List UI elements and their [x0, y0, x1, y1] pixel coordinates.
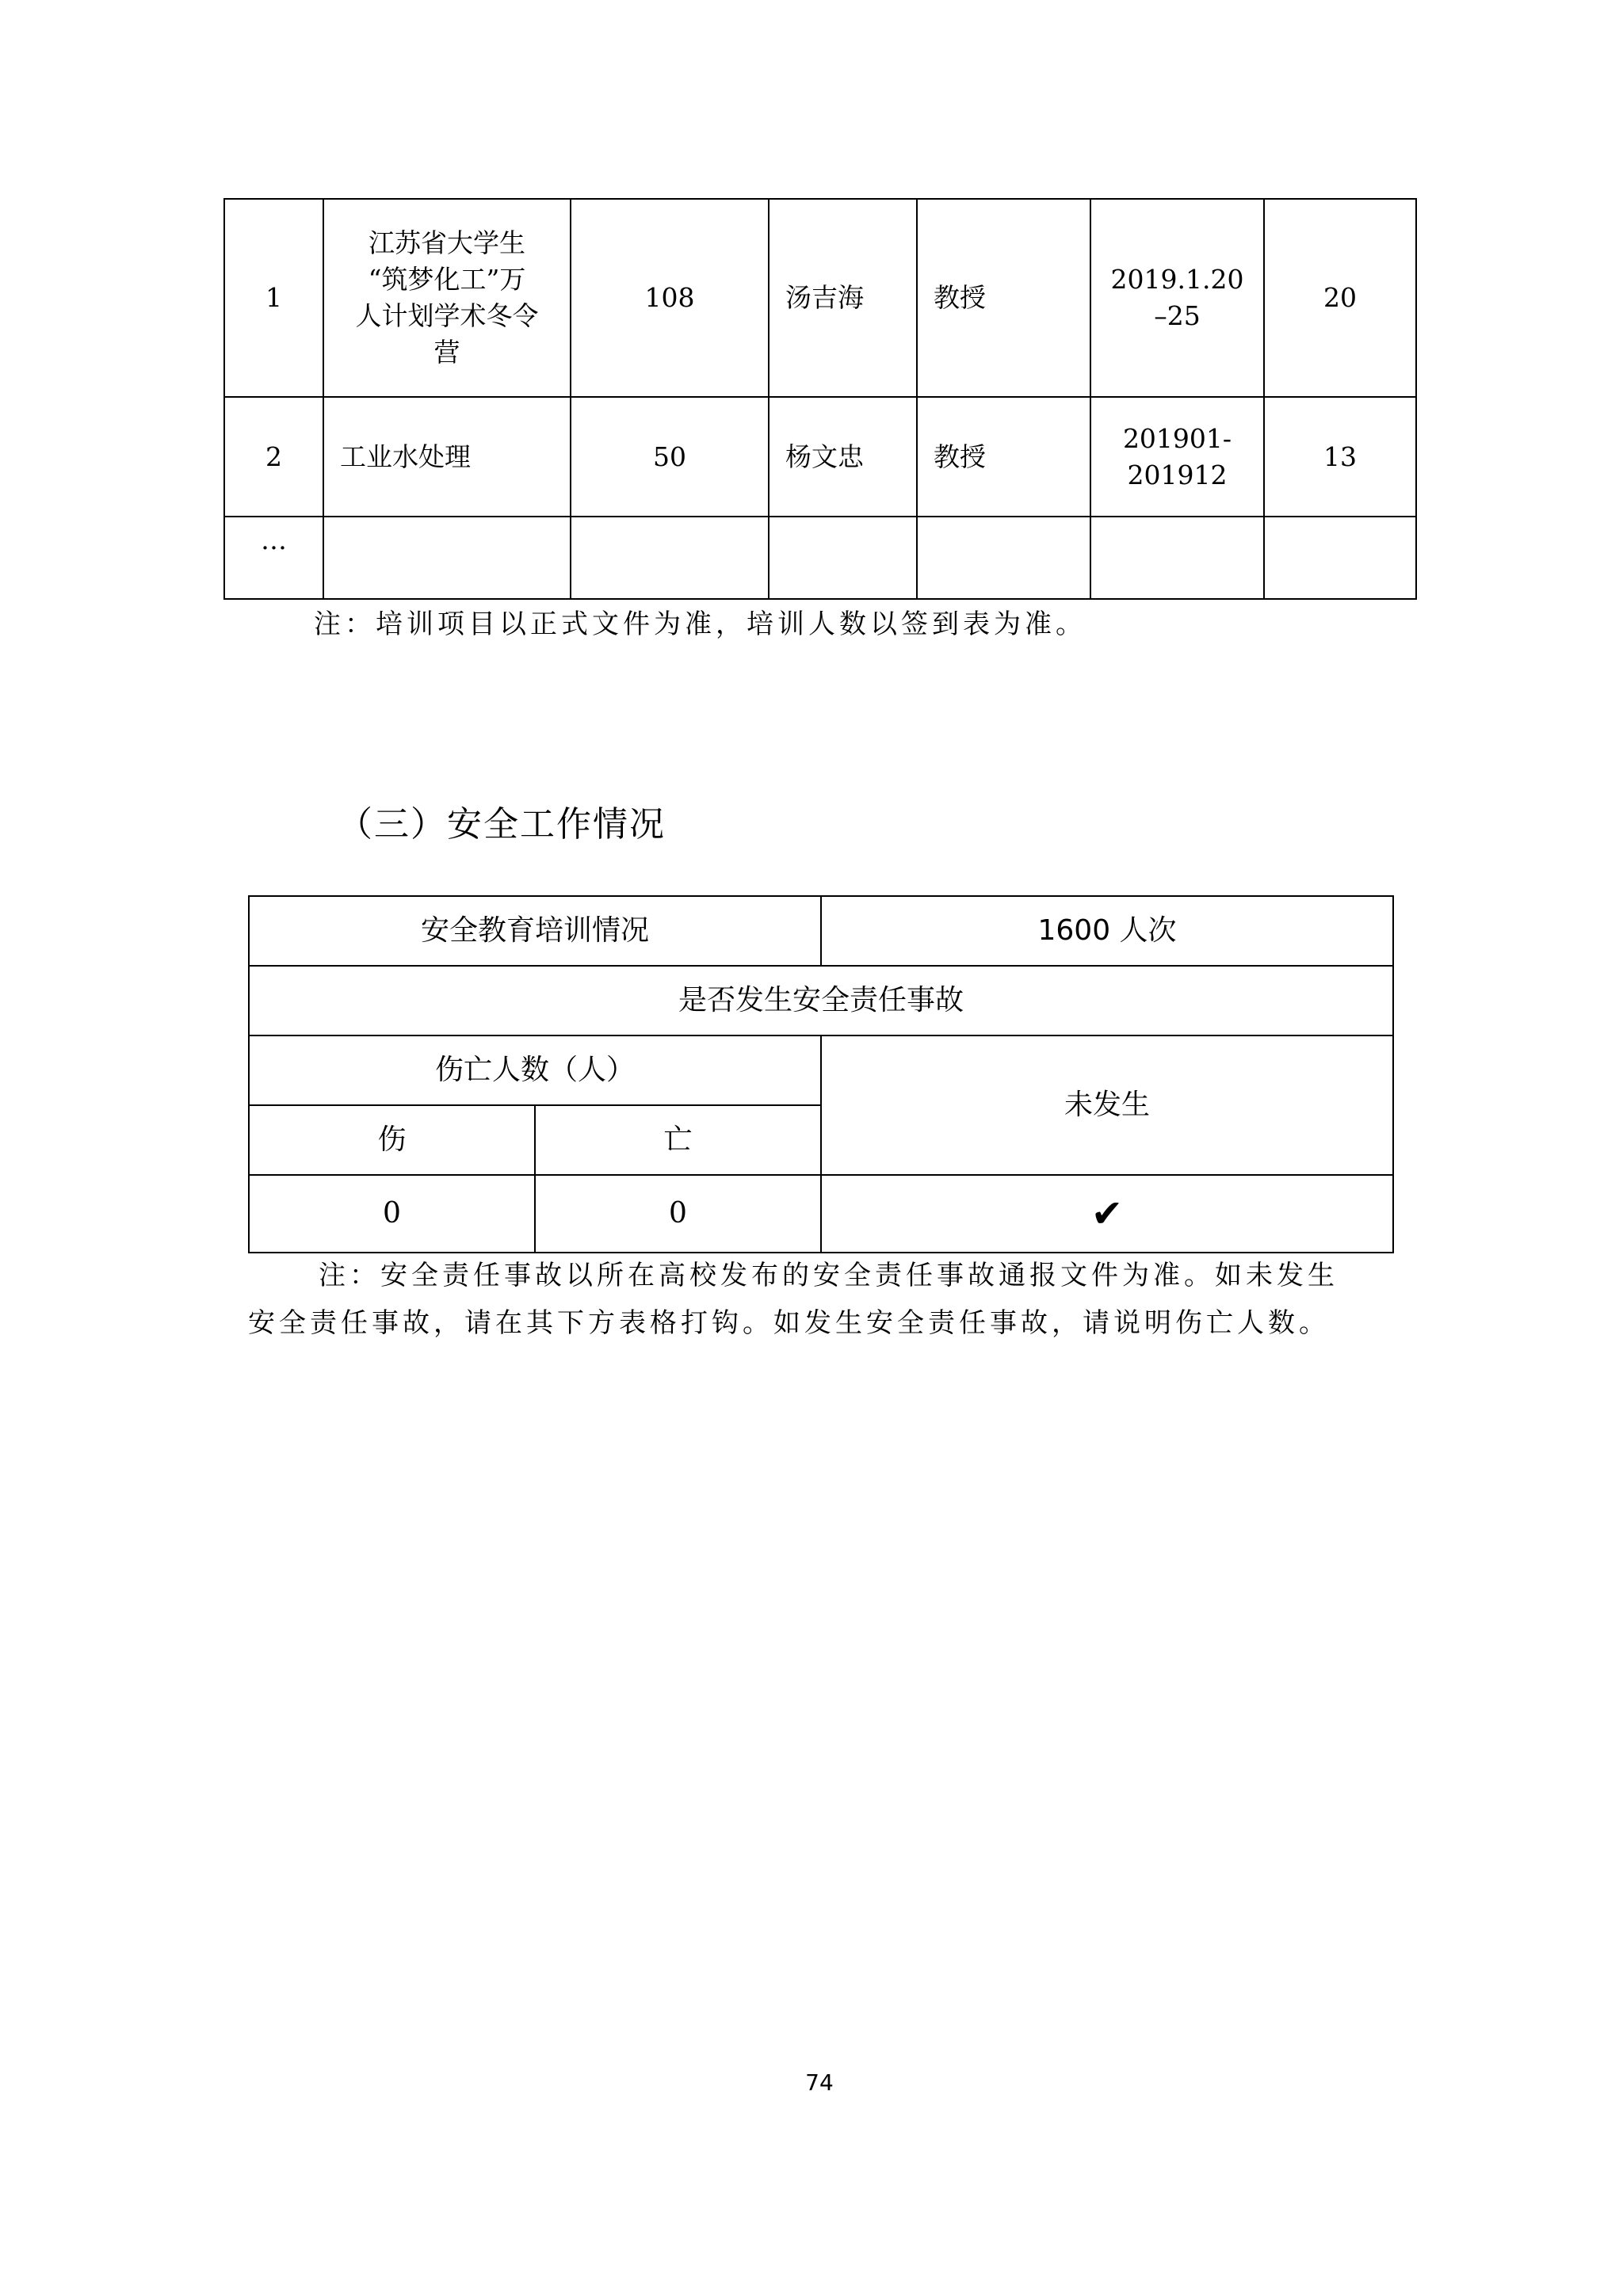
table-row: [224, 397, 1416, 517]
safety-table-note-line-2: 安全责任事故，请在其下方表格打钩。如发生安全责任事故，请说明伤亡人数。: [248, 1307, 1330, 1339]
injured-label-cell: 伤: [249, 1105, 535, 1175]
row-number: …: [224, 517, 323, 599]
page-number: 74: [805, 2069, 834, 2096]
project-name: 工业水处理: [323, 397, 571, 517]
project-name-line: 人计划学术冬令: [355, 300, 539, 331]
project-name-line: “筑梦化工”万: [368, 264, 526, 295]
education-label-cell: 安全教育培训情况: [249, 896, 821, 966]
date-line: –25: [1154, 300, 1201, 331]
table-row: [224, 517, 1416, 599]
row-number: 1: [224, 199, 323, 397]
project-name: [323, 199, 571, 397]
table-row: [224, 199, 1416, 397]
person-in-charge: 汤吉海: [769, 199, 917, 397]
safety-table-note-line-1: 注：安全责任事故以所在高校发布的安全责任事故通报文件为准。如未发生: [319, 1260, 1338, 1291]
participant-count: 108: [571, 199, 769, 397]
check-mark-icon: ✔: [821, 1175, 1393, 1253]
table-row: [249, 1035, 1393, 1105]
training-projects-table: [223, 198, 1417, 600]
training-hours: 13: [1264, 397, 1416, 517]
table-row: [249, 1175, 1393, 1253]
empty-cell: [769, 517, 917, 599]
empty-cell: [323, 517, 571, 599]
empty-cell: [1264, 517, 1416, 599]
project-name-line: 营: [433, 337, 460, 368]
date-line: 201912: [1127, 459, 1228, 490]
project-name-line: 江苏省大学生: [369, 227, 525, 258]
training-hours: 20: [1264, 199, 1416, 397]
injured-value-cell: 0: [249, 1175, 535, 1253]
professional-title: 教授: [917, 397, 1090, 517]
casualties-label-cell: 伤亡人数（人）: [249, 1035, 821, 1105]
safety-work-table: [248, 895, 1394, 1253]
section-heading: （三）安全工作情况: [338, 804, 666, 845]
empty-cell: [1090, 517, 1264, 599]
date-line: 201901-: [1122, 422, 1232, 454]
empty-cell: [917, 517, 1090, 599]
participant-count: 50: [571, 397, 769, 517]
training-date: [1090, 397, 1264, 517]
date-line: 2019.1.20: [1110, 264, 1244, 295]
training-table-note: 注：培训项目以正式文件为准，培训人数以签到表为准。: [314, 608, 1086, 640]
professional-title: 教授: [917, 199, 1090, 397]
person-in-charge: 杨文忠: [769, 397, 917, 517]
education-value-cell: 1600 人次: [821, 896, 1393, 966]
table-row: [249, 896, 1393, 966]
dead-value-cell: 0: [535, 1175, 821, 1253]
training-date: [1090, 199, 1264, 397]
not-occurred-cell: 未发生: [821, 1035, 1393, 1175]
row-number: 2: [224, 397, 323, 517]
dead-label-cell: 亡: [535, 1105, 821, 1175]
accident-question-cell: 是否发生安全责任事故: [249, 966, 1393, 1035]
empty-cell: [571, 517, 769, 599]
table-row: [249, 966, 1393, 1035]
